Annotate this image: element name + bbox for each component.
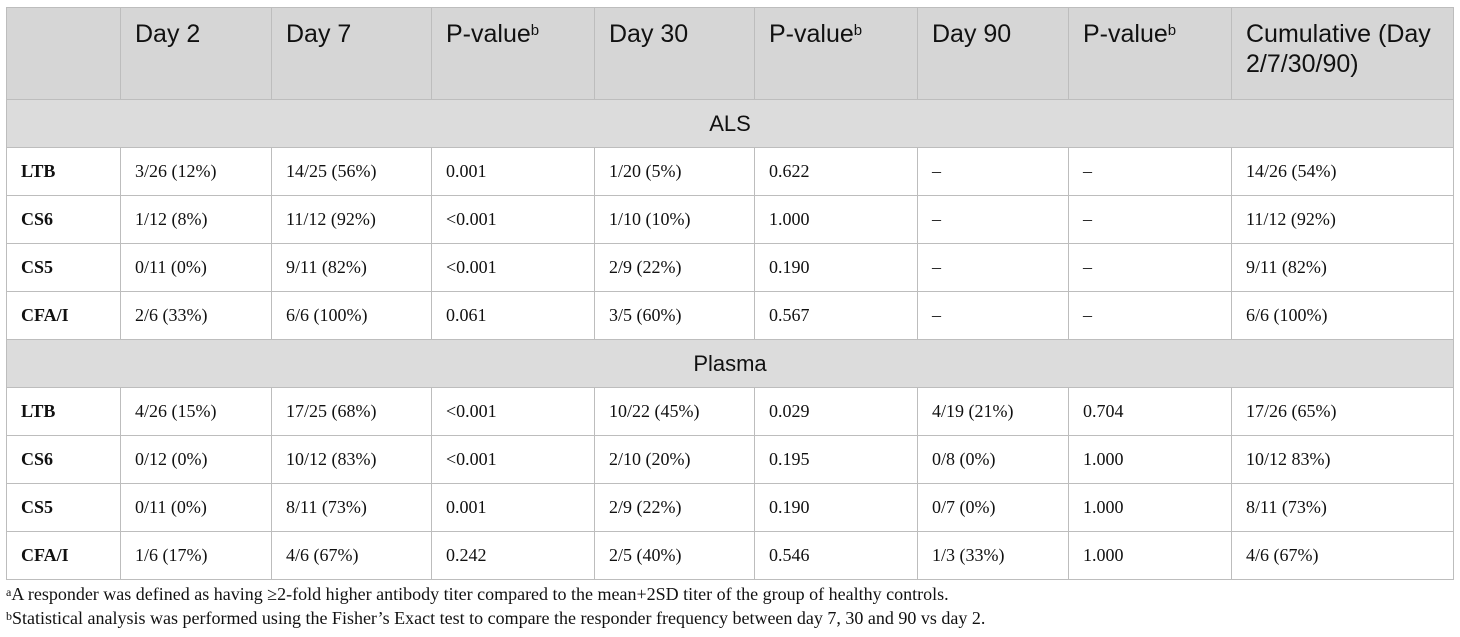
table-cell: –	[918, 148, 1069, 196]
table-body	[7, 100, 1454, 580]
table-cell: 0.195	[755, 436, 918, 484]
table-cell: 0.622	[755, 148, 918, 196]
table-cell: 9/11 (82%)	[272, 244, 432, 292]
table-cell: –	[1069, 292, 1232, 340]
table-row	[7, 436, 1454, 484]
header-cell-day7: Day 7	[272, 8, 432, 100]
table-cell: 10/12 83%)	[1232, 436, 1454, 484]
table-cell: 0/11 (0%)	[121, 484, 272, 532]
table-cell: 14/25 (56%)	[272, 148, 432, 196]
table-row	[7, 148, 1454, 196]
table-cell: –	[1069, 244, 1232, 292]
table-cell: 1/3 (33%)	[918, 532, 1069, 580]
table-cell: 3/26 (12%)	[121, 148, 272, 196]
table-cell: –	[1069, 148, 1232, 196]
footnote-mark: b	[853, 22, 863, 39]
table-cell: –	[1069, 196, 1232, 244]
table-cell: –	[918, 292, 1069, 340]
table-cell: 0/11 (0%)	[121, 244, 272, 292]
row-label: CS6	[7, 196, 121, 244]
table-cell: 4/19 (21%)	[918, 388, 1069, 436]
table-cell: 0.001	[432, 484, 595, 532]
footnote-mark: b	[6, 609, 12, 623]
table-cell: 0/7 (0%)	[918, 484, 1069, 532]
table-cell: –	[918, 244, 1069, 292]
table-cell: <0.001	[432, 196, 595, 244]
table-cell: 0.242	[432, 532, 595, 580]
table-cell: 1.000	[755, 196, 918, 244]
table-cell: 10/12 (83%)	[272, 436, 432, 484]
footnote-mark: a	[6, 585, 12, 599]
table-cell: 2/10 (20%)	[595, 436, 755, 484]
footnote-b: $^b$Statistical analysis was performed using the Fisher’s Exact test to compare the responder frequency between day 7, 30 and 90 vs day 2.	[6, 608, 986, 628]
table-cell: 0/8 (0%)	[918, 436, 1069, 484]
table-cell: 4/26 (15%)	[121, 388, 272, 436]
table-cell: <0.001	[432, 436, 595, 484]
footnotes	[6, 582, 1453, 630]
table-cell: 0/12 (0%)	[121, 436, 272, 484]
row-label: CFA/I	[7, 292, 121, 340]
row-label: CFA/I	[7, 532, 121, 580]
table-row	[7, 484, 1454, 532]
section-row	[7, 340, 1454, 388]
row-label: LTB	[7, 388, 121, 436]
table-cell: 9/11 (82%)	[1232, 244, 1454, 292]
section-title: ALS	[7, 100, 1454, 148]
footnote-mark: b	[530, 22, 540, 39]
row-label: CS5	[7, 484, 121, 532]
header-cell-pvalue-day7: P-value$^b$	[432, 8, 595, 100]
table-cell: 14/26 (54%)	[1232, 148, 1454, 196]
table-cell: 17/25 (68%)	[272, 388, 432, 436]
row-label: CS5	[7, 244, 121, 292]
table-cell: 4/6 (67%)	[1232, 532, 1454, 580]
table-cell: –	[918, 196, 1069, 244]
header-cell-day2: Day 2	[121, 8, 272, 100]
table-row	[7, 292, 1454, 340]
table-cell: 8/11 (73%)	[272, 484, 432, 532]
table-cell: 2/5 (40%)	[595, 532, 755, 580]
table-cell: 1/12 (8%)	[121, 196, 272, 244]
table-cell: 2/9 (22%)	[595, 484, 755, 532]
table-cell: 1.000	[1069, 532, 1232, 580]
footnote-a: $^a$A responder was defined as having ≥2-fold higher antibody titer compared to the mean+2SD titer of the group of healthy controls.	[6, 584, 949, 604]
header-cell-day90: Day 90	[918, 8, 1069, 100]
responder-table	[6, 7, 1454, 580]
table-cell: 1.000	[1069, 436, 1232, 484]
table-row	[7, 196, 1454, 244]
table-cell: 3/5 (60%)	[595, 292, 755, 340]
header-cell-cumulative: Cumulative (Day 2/7/30/90)	[1232, 8, 1454, 100]
table-cell: 1/6 (17%)	[121, 532, 272, 580]
table-cell: 1/10 (10%)	[595, 196, 755, 244]
header-cell-corner	[7, 8, 121, 100]
row-label: LTB	[7, 148, 121, 196]
table-row	[7, 388, 1454, 436]
table-cell: 1.000	[1069, 484, 1232, 532]
table-row	[7, 532, 1454, 580]
table-cell: 17/26 (65%)	[1232, 388, 1454, 436]
table-cell: 4/6 (67%)	[272, 532, 432, 580]
footnote-mark: b	[1167, 22, 1177, 39]
table-cell: 11/12 (92%)	[272, 196, 432, 244]
table-cell: 0.001	[432, 148, 595, 196]
table-cell: 1/20 (5%)	[595, 148, 755, 196]
table-cell: 0.704	[1069, 388, 1232, 436]
header-cell-pvalue-day30: P-value$^b$	[755, 8, 918, 100]
table-cell: 10/22 (45%)	[595, 388, 755, 436]
table-cell: 0.061	[432, 292, 595, 340]
header-row	[7, 8, 1454, 100]
header-cell-pvalue-day90: P-value$^b$	[1069, 8, 1232, 100]
table-cell: 8/11 (73%)	[1232, 484, 1454, 532]
table-cell: 0.190	[755, 244, 918, 292]
table-cell: 2/6 (33%)	[121, 292, 272, 340]
table-cell: <0.001	[432, 388, 595, 436]
table-cell: 0.567	[755, 292, 918, 340]
table-cell: 0.029	[755, 388, 918, 436]
table-cell: 6/6 (100%)	[272, 292, 432, 340]
section-title: Plasma	[7, 340, 1454, 388]
table-cell: <0.001	[432, 244, 595, 292]
table-cell: 0.190	[755, 484, 918, 532]
section-row	[7, 100, 1454, 148]
table-cell: 2/9 (22%)	[595, 244, 755, 292]
header-cell-day30: Day 30	[595, 8, 755, 100]
table-cell: 11/12 (92%)	[1232, 196, 1454, 244]
row-label: CS6	[7, 436, 121, 484]
results-table-container	[6, 7, 1453, 580]
table-cell: 6/6 (100%)	[1232, 292, 1454, 340]
table-row	[7, 244, 1454, 292]
table-cell: 0.546	[755, 532, 918, 580]
